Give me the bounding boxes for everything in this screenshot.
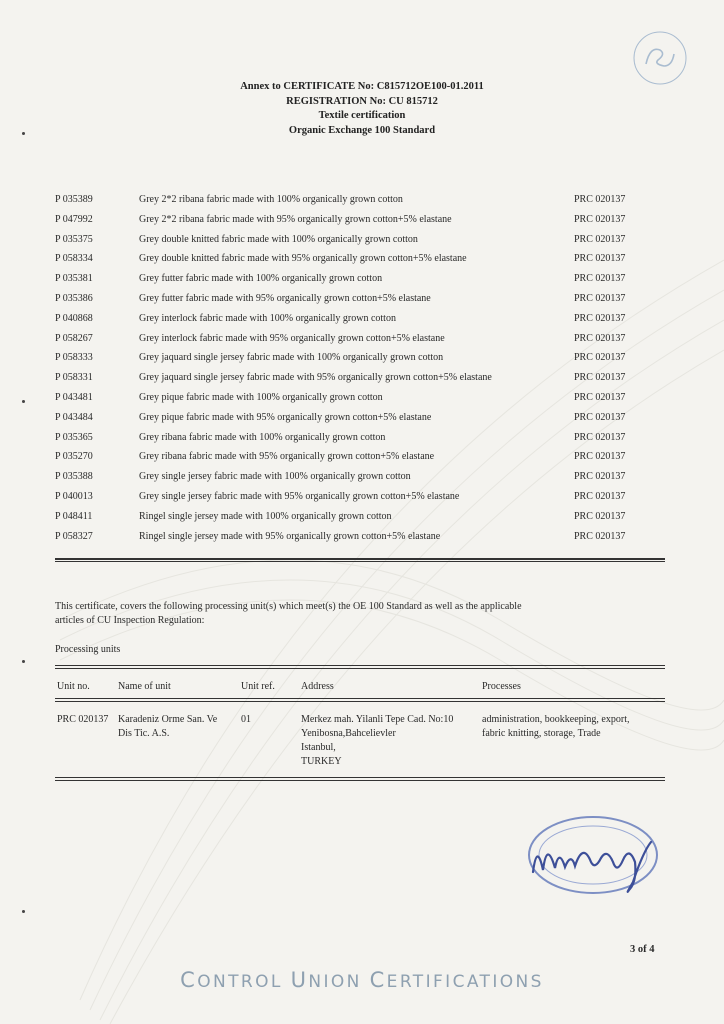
unit-reference: PRC 020137 (574, 332, 626, 344)
control-union-corner-logo-icon (630, 28, 690, 88)
product-row (55, 253, 670, 273)
unit-reference: PRC 020137 (574, 372, 626, 384)
product-code: P 035365 (55, 431, 93, 443)
product-description: Grey double knitted fabric made with 95% organically grown cotton+5% elastane (139, 253, 467, 265)
certification-type: Textile certification (318, 110, 406, 121)
product-description: Grey single jersey fabric made with 95% organically grown cotton+5% elastane (139, 490, 460, 502)
product-description: Grey jaquard single jersey fabric made with 100% organically grown cotton (139, 352, 444, 364)
divider (55, 665, 665, 666)
product-description: Grey interlock fabric made with 95% organically grown cotton+5% elastane (139, 332, 445, 344)
product-description: Grey interlock fabric made with 100% organically grown cotton (139, 312, 396, 324)
product-code: P 058334 (55, 253, 93, 265)
header-processes: Processes (482, 681, 521, 692)
product-row (55, 194, 670, 214)
product-description: Grey jaquard single jersey fabric made with 95% organically grown cotton+5% elastane (139, 372, 492, 384)
unit-processes: administration, bookkeeping, export, fabric knitting, storage, Trade (482, 714, 630, 739)
product-row (55, 491, 670, 511)
product-code: P 043481 (55, 391, 93, 403)
product-code: P 040013 (55, 490, 93, 502)
product-row (55, 333, 670, 353)
punch-hole (22, 660, 25, 663)
divider (55, 777, 665, 778)
product-description: Grey ribana fabric made with 95% organically grown cotton+5% elastane (139, 451, 435, 463)
product-description: Grey pique fabric made with 95% organically grown cotton+5% elastane (139, 411, 432, 423)
inspection-stamp-and-signature (525, 812, 665, 898)
unit-reference: PRC 020137 (574, 391, 626, 403)
product-description: Grey 2*2 ribana fabric made with 95% organically grown cotton+5% elastane (139, 213, 452, 225)
product-row (55, 293, 670, 313)
scope-statement: This certificate, covers the following processing unit(s) which meet(s) the OE 100 Standard as well as the applicable articles of CU Inspection Regulation: (55, 601, 522, 626)
registration-number: REGISTRATION No: CU 815712 (286, 95, 438, 107)
unit-reference: PRC 020137 (574, 431, 626, 443)
product-row (55, 451, 670, 471)
product-row (55, 471, 670, 491)
product-code: P 035381 (55, 273, 93, 285)
product-code: P 040868 (55, 312, 93, 324)
product-description: Grey double knitted fabric made with 100% organically grown cotton (139, 233, 418, 245)
product-row (55, 511, 670, 531)
product-row (55, 352, 670, 372)
product-description: Grey ribana fabric made with 100% organically grown cotton (139, 431, 386, 443)
unit-reference: PRC 020137 (574, 530, 626, 542)
product-code: P 035270 (55, 451, 93, 463)
product-code: P 058331 (55, 372, 93, 384)
divider (55, 701, 665, 702)
product-row (55, 372, 670, 392)
divider (55, 668, 665, 669)
product-description: Grey pique fabric made with 100% organically grown cotton (139, 391, 383, 403)
punch-hole (22, 910, 25, 913)
unit-address: Merkez mah. Yilanli Tepe Cad. No:10 Yenibosna,Bahcelievler Istanbul, TURKEY (301, 714, 454, 767)
unit-reference: PRC 020137 (574, 312, 626, 324)
product-list (55, 194, 670, 550)
product-row (55, 313, 670, 333)
product-code: P 047992 (55, 213, 93, 225)
product-code: P 035389 (55, 194, 93, 205)
product-code: P 058267 (55, 332, 93, 344)
unit-number: PRC 020137 (57, 714, 109, 725)
punch-hole (22, 400, 25, 403)
unit-reference: 01 (241, 714, 251, 725)
divider (55, 561, 665, 562)
unit-reference: PRC 020137 (574, 451, 626, 463)
unit-reference: PRC 020137 (574, 292, 626, 304)
product-row (55, 234, 670, 254)
product-code: P 048411 (55, 510, 93, 522)
header-unit-no: Unit no. (57, 681, 90, 692)
unit-reference: PRC 020137 (574, 510, 626, 522)
header-address: Address (301, 681, 334, 692)
product-code: P 035386 (55, 292, 93, 304)
product-description: Grey single jersey fabric made with 100% organically grown cotton (139, 471, 411, 483)
product-description: Grey futter fabric made with 100% organically grown cotton (139, 273, 383, 285)
product-row (55, 531, 670, 551)
document-header (0, 80, 724, 138)
product-row (55, 392, 670, 412)
divider (55, 558, 665, 560)
unit-reference: PRC 020137 (574, 411, 626, 423)
product-description: Ringel single jersey made with 100% organically grown cotton (139, 510, 392, 522)
footer-brand: CONTROL UNION CERTIFICATIONS (180, 968, 544, 992)
product-description: Ringel single jersey made with 95% organically grown cotton+5% elastane (139, 530, 441, 542)
header-name-of-unit: Name of unit (118, 681, 171, 692)
divider (55, 698, 665, 699)
unit-reference: PRC 020137 (574, 352, 626, 364)
page-number: 3 of 4 (630, 944, 655, 955)
product-code: P 035375 (55, 233, 93, 245)
unit-reference: PRC 020137 (574, 273, 626, 285)
unit-reference: PRC 020137 (574, 194, 626, 205)
header-unit-ref: Unit ref. (241, 681, 275, 692)
product-description: Grey 2*2 ribana fabric made with 100% organically grown cotton (139, 194, 403, 205)
product-code: P 043484 (55, 411, 93, 423)
product-row (55, 432, 670, 452)
certificate-number: Annex to CERTIFICATE No: C815712OE100-01.2011 (240, 81, 484, 92)
unit-name: Karadeniz Orme San. Ve Dis Tic. A.S. (118, 714, 218, 739)
unit-reference: PRC 020137 (574, 253, 626, 265)
product-code: P 035388 (55, 471, 93, 483)
standard-name: Organic Exchange 100 Standard (288, 124, 436, 136)
product-description: Grey futter fabric made with 95% organically grown cotton+5% elastane (139, 292, 431, 304)
divider (55, 780, 665, 781)
product-row (55, 214, 670, 234)
unit-reference: PRC 020137 (574, 471, 626, 483)
unit-reference: PRC 020137 (574, 233, 626, 245)
unit-reference: PRC 020137 (574, 490, 626, 502)
product-code: P 058333 (55, 352, 93, 364)
unit-reference: PRC 020137 (574, 213, 626, 225)
processing-units-title: Processing units (55, 644, 121, 655)
product-code: P 058327 (55, 530, 93, 542)
product-row (55, 412, 670, 432)
product-row (55, 273, 670, 293)
